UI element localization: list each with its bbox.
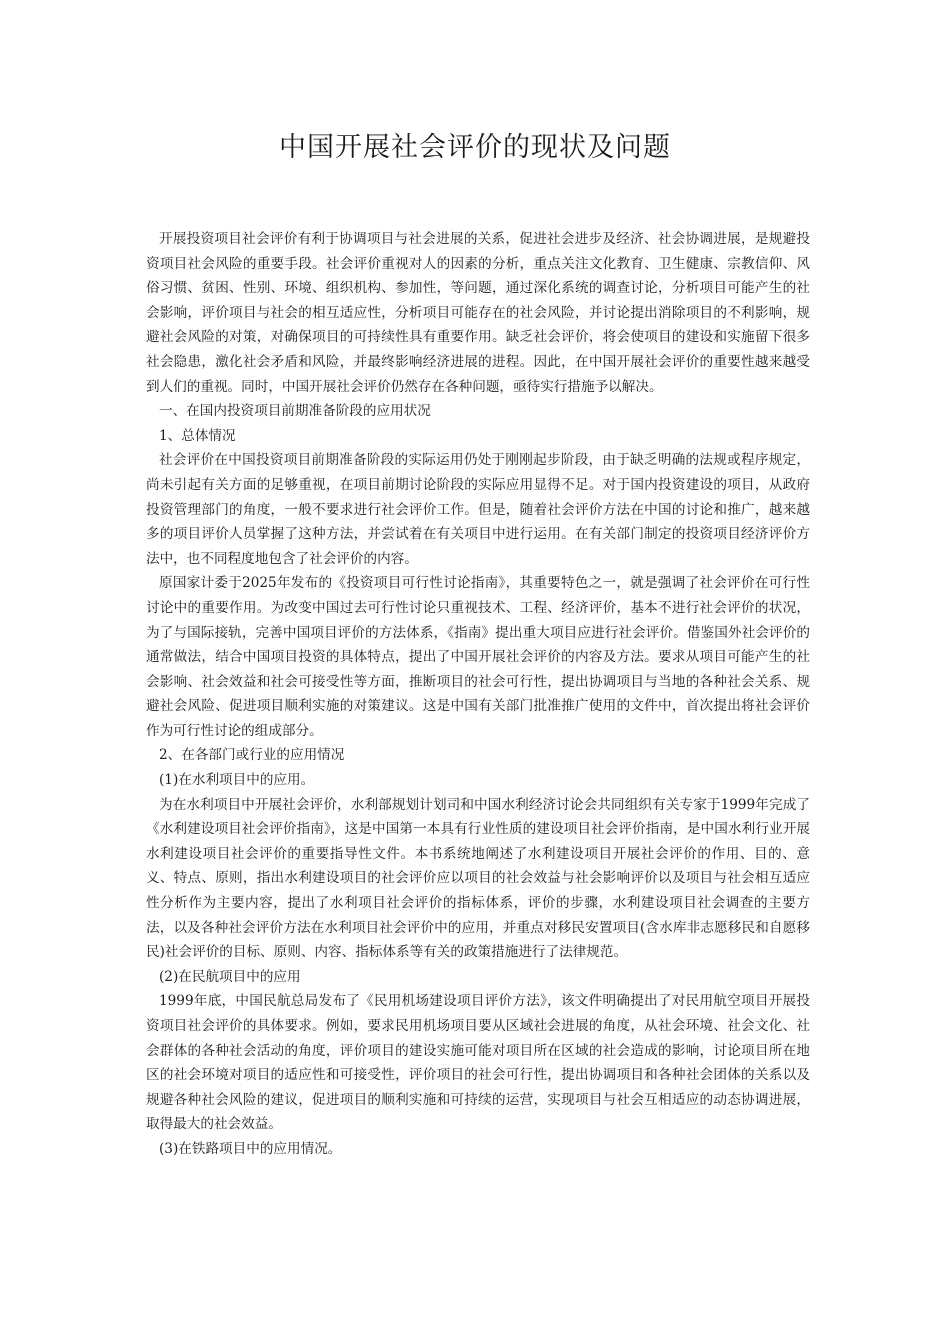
- document-body: [146, 227, 810, 1162]
- item-heading: (2)在民航项目中的应用: [159, 968, 301, 985]
- body-paragraph: 社会评价在中国投资项目前期准备阶段的实际运用仍处于刚刚起步阶段，由于缺乏明确的法规或程序规定，尚未引起有关方面的足够重视，在项目前期讨论阶段的实际应用显得不足。对于国内投资建设的项目，从政府投资管理部门的角度，一般不要求进行社会评价工作。但是，随着社会评价方法在中国的讨论和推广，越来越多的项目评价人员掌握了这种方法，并尝试着在有关项目中进行运用。在有关部门制定的投资项目经济评价方法中，也不同程度地包含了社会评价的内容。: [146, 452, 810, 567]
- intro-paragraph: 开展投资项目社会评价有利于协调项目与社会进展的关系，促进社会进步及经济、社会协调进展，是规避投资项目社会风险的重要手段。社会评价重视对人的因素的分析，重点关注文化教育、卫生健康、宗教信仰、风俗习惯、贫困、性别、环境、组织机构、参加性，等问题，通过深化系统的调查讨论，分析项目可能产生的社会影响，评价项目与社会的相互适应性，分析项目可能存在的社会风险，并讨论提出消除项目的不利影响，规避社会风险的对策，对确保项目的可持续性具有重要作用。缺乏社会评价，将会使项目的建设和实施留下很多社会隐患，激化社会矛盾和风险，并最终影响经济进展的进程。因此，在中国开展社会评价的重要性越来越受到人们的重视。同时，中国开展社会评价仍然存在各种问题，亟待实行措施予以解决。: [146, 231, 810, 395]
- body-paragraph: 为在水利项目中开展社会评价，水利部规划计划司和中国水利经济讨论会共同组织有关专家于1999年完成了《水利建设项目社会评价指南》，这是中国第一本具有行业性质的建设项目社会评价指南，是中国水利行业开展水利建设项目社会评价的重要指导性文件。本书系统地阐述了水利建设项目开展社会评价的作用、目的、意义、特点、原则，指出水利建设项目的社会评价应以项目的社会效益与社会影响评价以及项目与社会相互适应性分析作为主要内容，提出了水利项目社会评价的指标体系，评价的步骤，水利建设项目社会调查的主要方法，以及各种社会评价方法在水利项目社会评价中的应用，并重点对移民安置项目(含水库非志愿移民和自愿移民)社会评价的目标、原则、内容、指标体系等有关的政策措施进行了法律规范。: [146, 796, 810, 961]
- body-paragraph: 原国家计委于2025年发布的《投资项目可行性讨论指南》，其重要特色之一，就是强调了社会评价在可行性讨论中的重要作用。为改变中国过去可行性讨论只重视技术、工程、经济评价，基本不进行社会评价的状况，为了与国际接轨，完善中国项目评价的方法体系，《指南》提出重大项目应进行社会评价。借鉴国外社会评价的通常做法，结合中国项目投资的具体特点，提出了中国开展社会评价的内容及方法。要求从项目可能产生的社会影响、社会效益和社会可接受性等方面，推断项目的社会可行性，提出协调项目与当地的各种社会关系、规避社会风险、促进项目顺利实施的对策建议。这是中国有关部门批准推广使用的文件中，首次提出将社会评价作为可行性讨论的组成部分。: [146, 575, 810, 739]
- document-title: 中国开展社会评价的现状及问题: [279, 132, 671, 163]
- subsection-heading: 1、总体情况: [159, 427, 236, 444]
- item-heading: (3)在铁路项目中的应用情况。: [159, 1140, 342, 1157]
- subsection-heading: 2、在各部门或行业的应用情况: [159, 747, 345, 764]
- section-heading: 一、在国内投资项目前期准备阶段的应用状况: [159, 403, 431, 420]
- item-heading: (1)在水利项目中的应用。: [159, 772, 315, 789]
- body-paragraph: 1999年底，中国民航总局发布了《民用机场建设项目评价方法》，该文件明确提出了对民用航空项目开展投资项目社会评价的具体要求。例如，要求民用机场项目要从区域社会进展的角度，从社会环境、社会文化、社会群体的各种社会活动的角度，评价项目的建设实施可能对项目所在区域的社会造成的影响，讨论项目所在地区的社会环境对项目的适应性和可接受性，评价项目的社会可行性，提出协调项目和各种社会团体的关系以及规避各种社会风险的建议，促进项目的顺利实施和可持续的运营，实现项目与社会互相适应的动态协调进展，取得最大的社会效益。: [146, 993, 810, 1133]
